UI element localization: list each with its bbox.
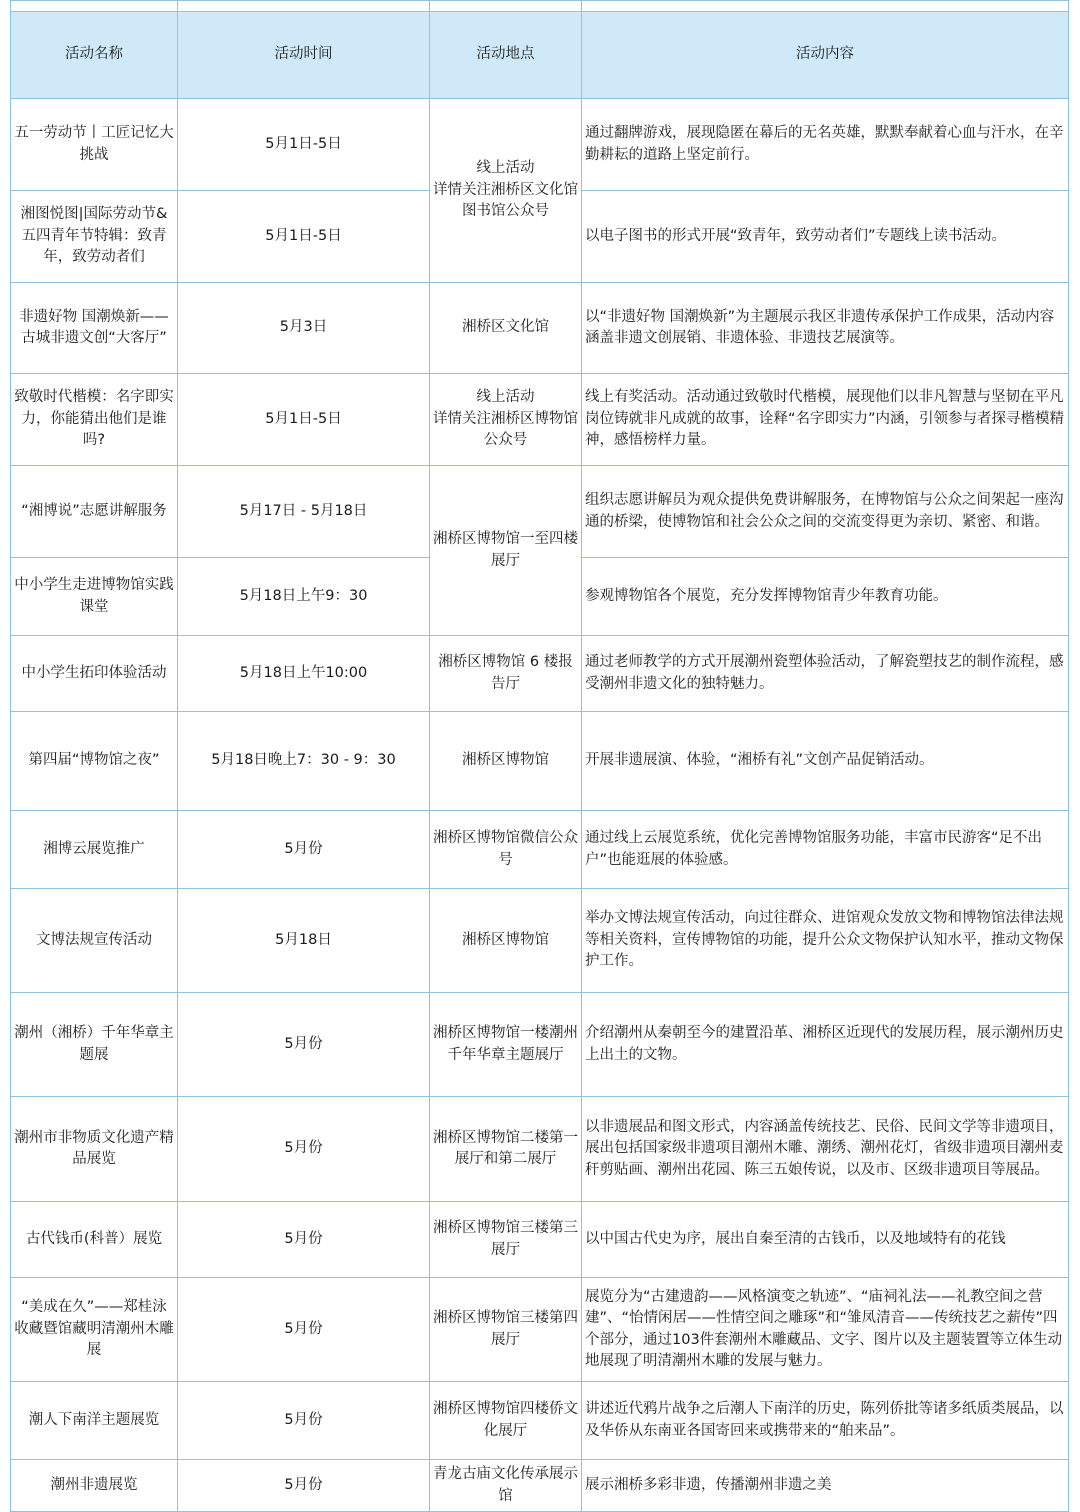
activity-name: 五一劳动节丨工匠记忆大挑战: [11, 99, 178, 191]
activity-content: 以电子图书的形式开展“致青年，致劳动者们”专题线上读书活动。: [582, 191, 1069, 283]
activity-name: “美成在久”——郑桂泳收藏暨馆藏明清潮州木雕展: [11, 1278, 178, 1382]
activity-name: 第四届“博物馆之夜”: [11, 712, 178, 811]
activity-content: 以非遗展品和图文形式，内容涵盖传统技艺、民俗、民间文学等非遗项目，展出包括国家级非遗项目潮州木雕、潮绣、潮州花灯，省级非遗项目潮州麦秆剪贴画、潮州出花园、陈三五娘传说，以及市、区级非遗项目等展品。: [582, 1097, 1069, 1202]
activity-time: 5月份: [178, 1202, 430, 1278]
activity-name: 古代钱币(科普）展览: [11, 1202, 178, 1278]
activity-content: 通过老师教学的方式开展潮州瓷塑体验活动，了解瓷塑技艺的制作流程，感受潮州非遗文化的独特魅力。: [582, 636, 1069, 712]
activity-name: 中小学生走进博物馆实践课堂: [11, 558, 178, 636]
table-row: [11, 636, 1069, 712]
table-row: [11, 712, 1069, 811]
table-row: [11, 1202, 1069, 1278]
activity-time: 5月份: [178, 993, 430, 1097]
activity-time: 5月份: [178, 811, 430, 889]
activity-name: 非遗好物 国潮焕新——古城非遗文创“大客厅”: [11, 283, 178, 374]
activity-content: 介绍潮州从秦朝至今的建置沿革、湘桥区近现代的发展历程，展示潮州历史上出土的文物。: [582, 993, 1069, 1097]
header-name: 活动名称: [11, 12, 178, 99]
table-row: [11, 374, 1069, 466]
activity-content: 线上有奖活动。活动通过致敬时代楷模，展现他们以非凡智慧与坚韧在平凡岗位铸就非凡成就的故事，诠释“名字即实力”内涵，引领参与者探寻楷模精神，感悟榜样力量。: [582, 374, 1069, 466]
activity-content: 参观博物馆各个展览，充分发挥博物馆青少年教育功能。: [582, 558, 1069, 636]
table-row: [11, 1097, 1069, 1202]
header-content: 活动内容: [582, 12, 1069, 99]
activity-time: 5月3日: [178, 283, 430, 374]
table-row: [11, 811, 1069, 889]
header-time: 活动时间: [178, 12, 430, 99]
activity-place: 湘桥区博物馆: [430, 889, 582, 993]
activity-place: 线上活动 详情关注湘桥区博物馆公众号: [430, 374, 582, 466]
activity-place: 湘桥区博物馆一至四楼展厅: [430, 466, 582, 636]
activity-time: 5月份: [178, 1278, 430, 1382]
activity-time: 5月18日: [178, 889, 430, 993]
table-row: [11, 1382, 1069, 1460]
table-row: [11, 283, 1069, 374]
activity-place: 湘桥区博物馆一楼潮州千年华章主题展厅: [430, 993, 582, 1097]
activity-place: 湘桥区博物馆二楼第一展厅和第二展厅: [430, 1097, 582, 1202]
activity-time: 5月1日-5日: [178, 191, 430, 283]
table-row: [11, 466, 1069, 558]
activity-time: 5月1日-5日: [178, 99, 430, 191]
activity-place: 湘桥区博物馆微信公众号: [430, 811, 582, 889]
activity-time: 5月份: [178, 1097, 430, 1202]
table-row: [11, 993, 1069, 1097]
activity-place: 湘桥区博物馆: [430, 712, 582, 811]
activity-time: 5月17日 - 5月18日: [178, 466, 430, 558]
activity-name: 潮人下南洋主题展览: [11, 1382, 178, 1460]
header-place: 活动地点: [430, 12, 582, 99]
activity-table: [10, 0, 1069, 1512]
activity-time: 5月1日-5日: [178, 374, 430, 466]
activity-content: 组织志愿讲解员为观众提供免费讲解服务，在博物馆与公众之间架起一座沟通的桥梁，使博物馆和社会公众之间的交流变得更为亲切、紧密、和谐。: [582, 466, 1069, 558]
table-row: [11, 889, 1069, 993]
table-top-strip: [11, 1, 1069, 12]
activity-place: 湘桥区博物馆三楼第四展厅: [430, 1278, 582, 1382]
activity-content: 以中国古代史为序，展出自秦至清的古钱币，以及地域特有的花钱: [582, 1202, 1069, 1278]
activity-name: “湘博说”志愿讲解服务: [11, 466, 178, 558]
table-row: [11, 1278, 1069, 1382]
activity-content: 展示湘桥多彩非遗，传播潮州非遗之美: [582, 1460, 1069, 1512]
activity-time: 5月份: [178, 1460, 430, 1512]
activity-name: 湘博云展览推广: [11, 811, 178, 889]
activity-content: 展览分为“古建遗韵——风格演变之轨迹”、“庙祠礼法——礼教空间之营建”、“怡情闲居——性情空间之雕琢”和“雏凤清音——传统技艺之薪传”四个部分，通过103件套潮州木雕藏品、文字、图片以及主题装置等立体生动地展现了明清潮州木雕的发展与魅力。: [582, 1278, 1069, 1382]
activity-name: 潮州（湘桥）千年华章主题展: [11, 993, 178, 1097]
activity-name: 潮州市非物质文化遗产精品展览: [11, 1097, 178, 1202]
activity-time: 5月18日上午10:00: [178, 636, 430, 712]
activity-time: 5月18日上午9：30: [178, 558, 430, 636]
activity-content: 通过翻牌游戏，展现隐匿在幕后的无名英雄，默默奉献着心血与汗水，在辛勤耕耘的道路上坚定前行。: [582, 99, 1069, 191]
activity-name: 文博法规宣传活动: [11, 889, 178, 993]
table-row: [11, 1460, 1069, 1512]
activity-place: 线上活动 详情关注湘桥区文化馆图书馆公众号: [430, 99, 582, 283]
table-header-row: [11, 12, 1069, 99]
activity-place: 湘桥区博物馆 6 楼报告厅: [430, 636, 582, 712]
activity-table-page: [10, 0, 1068, 1508]
activity-place: 湘桥区博物馆三楼第三展厅: [430, 1202, 582, 1278]
activity-place: 湘桥区文化馆: [430, 283, 582, 374]
activity-name: 湘图悦图|国际劳动节&五四青年节特辑：致青年，致劳动者们: [11, 191, 178, 283]
activity-name: 中小学生拓印体验活动: [11, 636, 178, 712]
table-row: [11, 99, 1069, 191]
activity-name: 潮州非遗展览: [11, 1460, 178, 1512]
activity-content: 讲述近代鸦片战争之后潮人下南洋的历史，陈列侨批等诸多纸质类展品，以及华侨从东南亚各国寄回来或携带来的“舶来品”。: [582, 1382, 1069, 1460]
activity-name: 致敬时代楷模：名字即实力，你能猜出他们是谁吗?: [11, 374, 178, 466]
activity-time: 5月18日晚上7：30 - 9：30: [178, 712, 430, 811]
activity-content: 通过线上云展览系统，优化完善博物馆服务功能，丰富市民游客“足不出户”也能逛展的体验感。: [582, 811, 1069, 889]
activity-content: 以“非遗好物 国潮焕新”为主题展示我区非遗传承保护工作成果，活动内容涵盖非遗文创展销、非遗体验、非遗技艺展演等。: [582, 283, 1069, 374]
activity-content: 举办文博法规宣传活动，向过往群众、进馆观众发放文物和博物馆法律法规等相关资料，宣传博物馆的功能，提升公众文物保护认知水平，推动文物保护工作。: [582, 889, 1069, 993]
activity-place: 湘桥区博物馆四楼侨文化展厅: [430, 1382, 582, 1460]
activity-content: 开展非遗展演、体验，“湘桥有礼”文创产品促销活动。: [582, 712, 1069, 811]
activity-place: 青龙古庙文化传承展示馆: [430, 1460, 582, 1512]
activity-time: 5月份: [178, 1382, 430, 1460]
